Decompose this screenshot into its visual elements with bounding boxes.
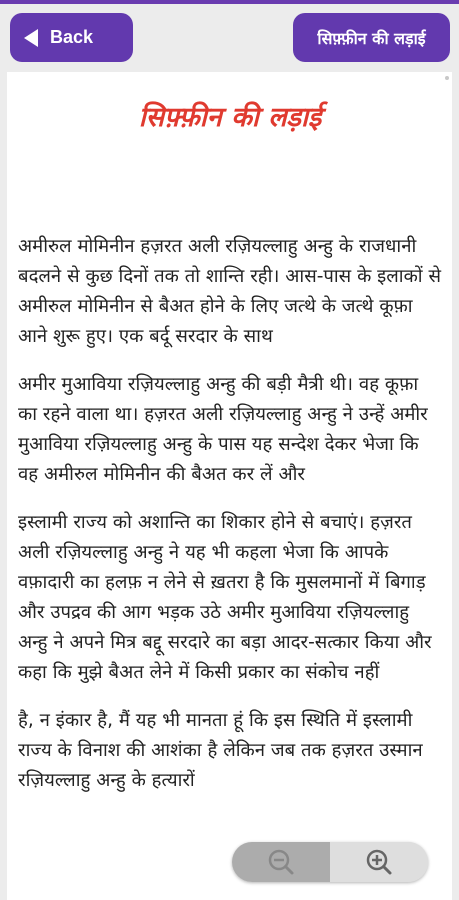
back-button-label: Back <box>50 27 94 47</box>
chapter-title-label: सिफ़्फ़ीन की लड़ाई <box>317 28 426 48</box>
top-bar <box>0 0 459 72</box>
zoom-out-button[interactable] <box>232 842 330 882</box>
chapter-title-button[interactable] <box>293 13 450 62</box>
article-title: सिफ़्फ़ीन की लड़ाई <box>138 102 322 133</box>
zoom-out-icon <box>267 848 295 876</box>
article-paragraph-4: है, न इंकार है, मैं यह भी मानता हूं कि इस स्थिति में इस्लामी राज्य के विनाश की आशंका है लेकिन जब तक हज़रत उस्मान रज़ियल्लाहु अन्हु के हत्यारों <box>18 710 423 791</box>
zoom-controls <box>232 842 428 882</box>
article-content[interactable] <box>7 72 452 900</box>
article-paragraph-1: अमीरुल मोमिनीन हज़रत अली रज़ियल्लाहु अन्हु के राजधानी बदलने से कुछ दिनों तक तो शान्ति रही। आस-पास के इलाकों से अमीरुल मोमिनीन से बैअत होने के लिए जत्थे के जत्थे कूफ़ा आने शुरू हुए। एक बर्दू सरदार के साथ <box>18 236 441 347</box>
back-button[interactable] <box>10 13 133 62</box>
zoom-in-icon <box>365 848 393 876</box>
scrollbar-indicator <box>445 76 449 80</box>
article-paragraph-2: अमीर मुआविया रज़ियल्लाहु अन्हु की बड़ी मैत्री थी। वह कूफ़ा का रहने वाला था। हज़रत अली रज़ियल्लाहु अन्हु ने उन्हें अमीर मुआविया रज़ियल्लाहु अन्हु के पास यह सन्देश देकर भेजा कि वह अमीरुल मोमिनीन की बैअत कर लें और <box>18 374 428 485</box>
back-arrow-icon <box>24 29 38 47</box>
article-paragraph-3: इस्लामी राज्य को अशान्ति का शिकार होने से बचाएं। हज़रत अली रज़ियल्लाहु अन्हु ने यह भी कहला भेजा कि आपके वफ़ादारी का हलफ़ न लेने से ख़तरा है कि मुसलमानों में बिगाड़ और उपद्रव की आग भड़क उठे अमीर मुआविया रज़ियल्लाहु अन्हु ने अपने मित्र बद्दू सरदारे का बड़ा आदर-सत्कार किया और कहा कि मुझे बैअत लेने में किसी प्रकार का संकोच नहीं <box>18 512 432 683</box>
zoom-in-button[interactable] <box>330 842 428 882</box>
